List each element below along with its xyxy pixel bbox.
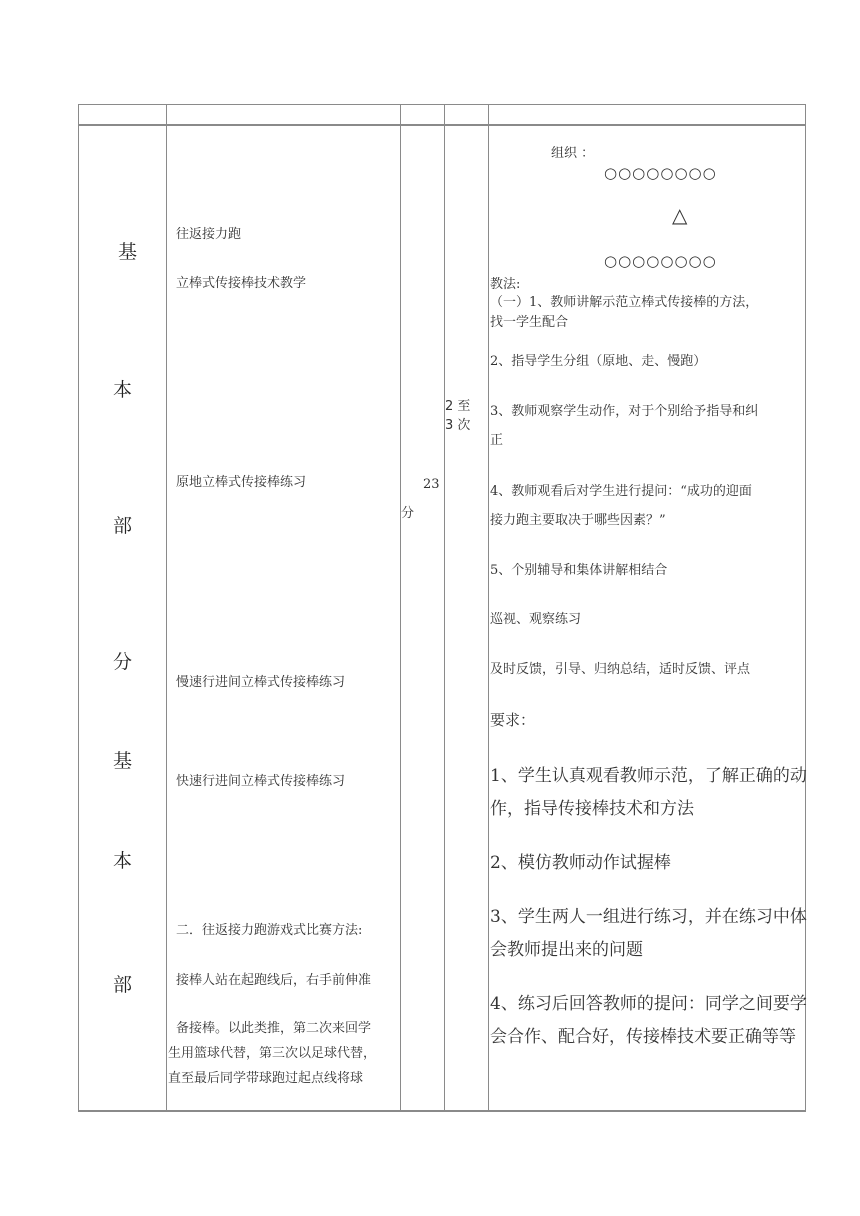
- method-line: 4、教师观看后对学生进行提问：“成功的迎面: [490, 484, 752, 499]
- content-line: 备接棒。以此类推，第二次来回学: [176, 1021, 372, 1036]
- method-line: 5、个别辅导和集体讲解相结合: [490, 563, 668, 578]
- content-line: 二．往返接力跑游戏式比赛方法:: [176, 923, 363, 938]
- col-divider-2: [400, 104, 401, 1112]
- content-line: 接棒人站在起跑线后，右手前伸准: [176, 973, 372, 988]
- content-line: 快速行进间立棒式传接棒练习: [176, 774, 346, 789]
- method-line: （一）1、教师讲解示范立棒式传接棒的方法，: [490, 295, 759, 310]
- time-unit: 分: [401, 506, 415, 521]
- reps-line-1: 2 至: [445, 399, 471, 414]
- method-line: 正: [490, 433, 504, 448]
- section-char-4: 分: [113, 651, 133, 673]
- table-right-border: [805, 104, 806, 1112]
- requirement-line: 3、学生两人一组进行练习，并在练习中体: [490, 907, 807, 927]
- content-line: 立棒式传接棒技术教学: [176, 276, 307, 291]
- method-line: 巡视、观察练习: [490, 612, 582, 627]
- method-line: 3、教师观察学生动作，对于个别给予指导和纠: [490, 404, 759, 419]
- col-divider-1: [166, 104, 167, 1112]
- requirement-line: 作，指导传接棒技术和方法: [490, 799, 694, 819]
- requirement-line: 会合作、配合好，传接棒技术要正确等等: [490, 1027, 796, 1047]
- table-left-border: [78, 104, 79, 1112]
- method-line: 接力跑主要取决于哪些因素？”: [490, 513, 666, 528]
- formation-row-bottom: ○○○○○○○○: [604, 252, 717, 270]
- reps-line-2: 3 次: [445, 418, 471, 433]
- col-divider-4: [488, 104, 489, 1112]
- col-divider-3: [444, 104, 445, 1112]
- section-char-2: 本: [113, 379, 133, 401]
- requirement-line: 4、练习后回答教师的提问：同学之间要学: [490, 994, 807, 1014]
- teaching-method-label: 教法:: [490, 277, 521, 292]
- content-line: 直至最后同学带球跑过起点线将球: [168, 1071, 364, 1086]
- section-char-1: 基: [118, 241, 138, 263]
- content-line: 往返接力跑: [176, 227, 242, 242]
- section-char-6: 本: [113, 850, 133, 872]
- content-line: 生用篮球代替，第三次以足球代替，: [168, 1046, 377, 1061]
- content-line: 原地立棒式传接棒练习: [176, 475, 307, 490]
- section-char-5: 基: [113, 750, 133, 772]
- requirement-line: 1、学生认真观看教师示范，了解正确的动: [490, 766, 807, 786]
- time-minutes: 23: [423, 477, 440, 492]
- table-header-divider: [78, 124, 806, 126]
- table-top-border: [78, 104, 806, 105]
- requirement-line: 2、模仿教师动作试握棒: [490, 853, 671, 873]
- requirement-line: 会教师提出来的问题: [490, 940, 643, 960]
- method-line: 找一学生配合: [490, 315, 569, 330]
- requirements-label: 要求：: [490, 711, 536, 729]
- organization-label: 组织 ：: [551, 146, 595, 161]
- method-line: 2、指导学生分组（原地、走、慢跑）: [490, 354, 707, 369]
- formation-row-top: ○○○○○○○○: [604, 164, 717, 182]
- teacher-triangle-icon: △: [672, 203, 688, 227]
- section-char-3: 部: [113, 515, 133, 537]
- table-bottom-border: [78, 1110, 806, 1112]
- section-char-7: 部: [113, 974, 133, 996]
- method-line: 及时反馈，引导、归纳总结，适时反馈、评点: [490, 662, 751, 677]
- content-line: 慢速行进间立棒式传接棒练习: [176, 675, 346, 690]
